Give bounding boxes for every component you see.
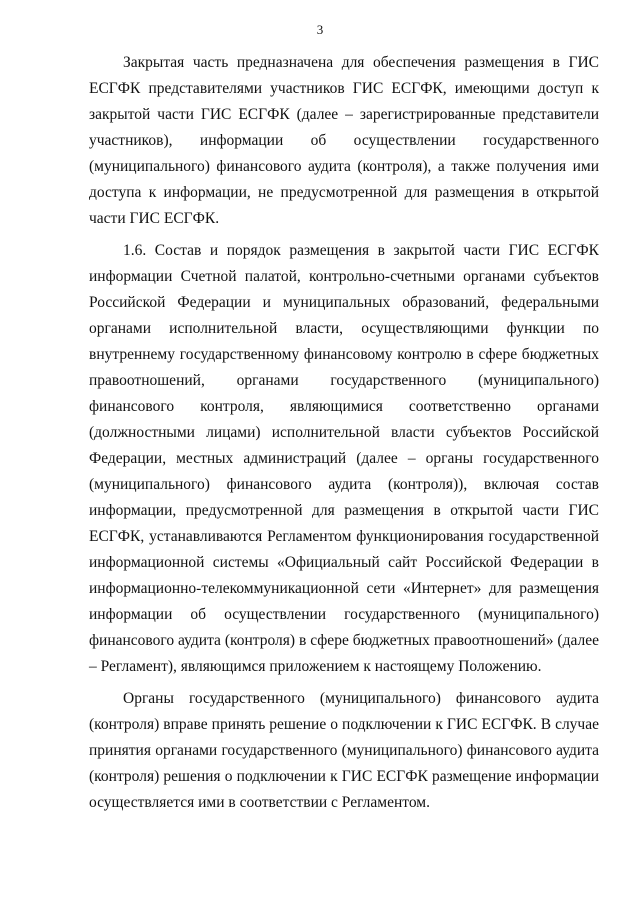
paragraph-closed-part: Закрытая часть предназначена для обеспечения размещения в ГИС ЕСГФК представителями участников ГИС ЕСГФК, имеющими доступ к закрытой части ГИС ЕСГФК (далее – зарегистрированные представители участников), информации об осуществлении государственного (муниципального) финансового аудита (контроля), а также получения ими доступа к информации, не предусмотренной для размещения в открытой части ГИС ЕСГФК. (89, 54, 599, 227)
paragraph-audit-bodies: Органы государственного (муниципального) финансового аудита (контроля) вправе принять решение о подключении к ГИС ЕСГФК. В случае принятия органами государственного (муниципального) финансового аудита (контроля) решения о подключении к ГИС ЕСГФК размещение информации осуществляется ими в соответствии с Регламентом. (89, 690, 599, 811)
paragraph-1-6: 1.6. Состав и порядок размещения в закрытой части ГИС ЕСГФК информации Счетной палатой, контрольно-счетными органами субъектов Российской Федерации и муниципальных образований, федеральными органами исполнительной власти, осуществляющими функции по внутреннему государственному финансовому контролю в сфере бюджетных правоотношений, органами государственного (муниципального) финансового контроля, являющимися соответственно органами (должностными лицами) исполнительной власти субъектов Российской Федерации, местных администраций (далее – органы государственного (муниципального) финансового аудита (контроля)), включая состав информации, предусмотренной для размещения в открытой части ГИС ЕСГФК, устанавливаются Регламентом функционирования государственной информационной системы «Официальный сайт Российской Федерации в информационно-телекоммуникационной сети «Интернет» для размещения информации об осуществлении государственного (муниципального) финансового аудита (контроля) в сфере бюджетных правоотношений» (далее – Регламент), являющимся приложением к настоящему Положению. (89, 242, 599, 675)
page-number: 3 (316, 22, 324, 37)
document-body (89, 50, 599, 816)
